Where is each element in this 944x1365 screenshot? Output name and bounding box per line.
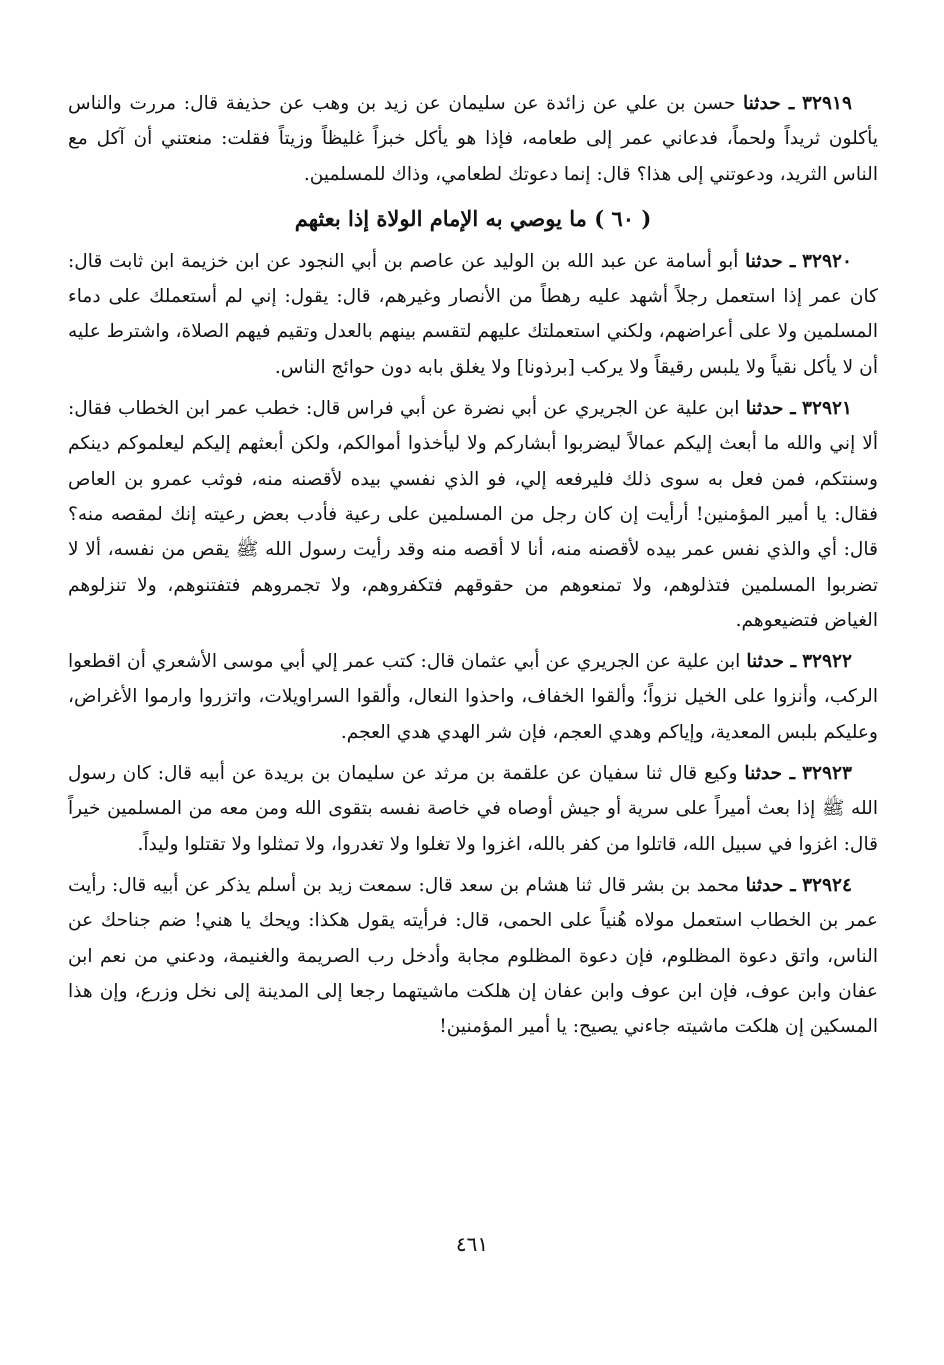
- hadith-paragraph-32920: [68, 244, 878, 385]
- hadith-text: أبو أسامة عن عبد الله بن الوليد عن عاصم بن أبي النجود عن ابن خزيمة ابن ثابت قال: كان عمر إذا استعمل رجلاً أشهد عليه رهطاً من الأنصار وغيرهم، قال: يقول: إني لم أستعملك على دماء المسلمين ولا على أعراضهم، ولكني استعملتك عليهم لتقسم بينهم بالعدل وتقيم فيهم الصلاة، واشترط عليه أن لا يأكل نقياً ولا يلبس رقيقاً ولا يركب [برذونا] ولا يغلق بابه دون حوائج الناس.: [68, 250, 878, 378]
- hadith-text: ابن علية عن الجريري عن أبي نضرة عن أبي فراس قال: خطب عمر ابن الخطاب فقال: ألا إني والله ما أبعث إليكم عمالاً ليضربوا أبشاركم ولا ليأخذوا أموالكم، ولكن أبعثهم إليكم ليعلموكم دينكم وسنتكم، فمن فعل به سوى ذلك فليرفعه إلي، فو الذي نفسي بيده لأقصنه منه، فوثب عمرو بن العاص فقال: يا أمير المؤمنين! أرأيت إن كان رجل من المسلمين على رعية فأدب بعض رعيته إنك لمقصه منه؟ قال: أي والذي نفس عمر بيده لأقصنه منه، أنا لا أقصه منه وقد رأيت رسول الله ﷺ يقص من نفسه، ألا لا تضربوا المسلمين فتذلوهم، ولا تمنعوهم من حقوقهم فتكفروهم، ولا تجمروهم فتفتنوهم، ولا تنزلوهم الغياض فتضيعوهم.: [68, 398, 878, 631]
- hadith-number: ٣٢٩١٩: [802, 93, 852, 114]
- hadith-paragraph-32923: [68, 756, 878, 862]
- chapter-heading: ( ٦٠ ) ما يوصي به الإمام الولاة إذا بعثهم: [294, 205, 652, 231]
- hadith-number: ٣٢٩٢٢: [802, 651, 852, 673]
- hadith-number: ٣٢٩٢١: [802, 398, 852, 420]
- hadith-intro: ـ حدثنا: [745, 874, 796, 896]
- hadith-number: ٣٢٩٢٠: [802, 250, 852, 272]
- hadith-text: حسن بن علي عن زائدة عن سليمان عن زيد بن وهب عن حذيفة قال: مررت والناس يأكلون ثريداً ولحماً، فدعاني عمر إلى طعامه، فإذا هو يأكل خبزاً غليظاً وزيتاً فقلت: منعتني أن آكل مع الناس الثريد، ودعوتني إلى هذا؟ قال: إنما دعوتك لطعامي، وذاك للمسلمين.: [68, 93, 878, 185]
- hadith-number: ٣٢٩٢٣: [802, 763, 852, 785]
- hadith-text: وكيع قال ثنا سفيان عن علقمة بن مرثد عن سليمان بن بريدة عن أبيه قال: كان رسول الله ﷺ إذا بعث أميراً على سرية أو جيش أوصاه في خاصة نفسه بتقوى الله ومن معه من المسلمين خيراً قال: اغزوا في سبيل الله، قاتلوا من كفر بالله، اغزوا ولا تغلوا ولا تغدروا، ولا تمثلوا ولا تقتلوا وليداً.: [68, 763, 878, 855]
- hadith-intro: ـ حدثنا: [746, 651, 797, 673]
- hadith-paragraph-32919: [68, 86, 878, 192]
- hadith-intro: ـ حدثنا: [745, 398, 796, 420]
- page-body: [68, 86, 878, 1050]
- hadith-paragraph-32924: [68, 868, 878, 1044]
- hadith-paragraph-32922: [68, 644, 878, 750]
- hadith-intro: ـ حدثنا: [744, 763, 796, 785]
- hadith-number: ٣٢٩٢٤: [802, 874, 852, 896]
- hadith-intro: ـ حدثنا: [745, 250, 796, 272]
- hadith-paragraph-32921: [68, 391, 878, 638]
- hadith-text: محمد بن بشر قال ثنا هشام بن سعد قال: سمعت زيد بن أسلم يذكر عن أبيه قال: رأيت عمر بن الخطاب استعمل مولاه هُنياً على الحمى، قال: فرأيته يقول هكذا: ويحك يا هني! ضم جناحك عن الناس، واتق دعوة المظلوم، فإن دعوة المظلوم مجابة وأدخل رب الصريمة والغنيمة، ودعني من نعم ابن عفان وابن عوف، فإن ابن عوف وابن عفان إن هلكت ماشيتهما رجعا إلى المدينة إلى نخل وزرع، وإن هذا المسكين إن هلكت ماشيته جاءني يصيح: يا أمير المؤمنين!: [68, 874, 878, 1038]
- page-number: ٤٦١: [455, 1232, 489, 1256]
- hadith-intro: ـ حدثنا: [743, 93, 795, 114]
- hadith-text: ابن علية عن الجريري عن أبي عثمان قال: كتب عمر إلي أبي موسى الأشعري أن اقطعوا الركب، وأنزوا على الخيل نزواً؛ وألقوا الخفاف، واحذوا النعال، وألقوا السراويلات، واتزروا وارموا الأغراض، وعليكم بلبس المعدية، وإياكم وهدي العجم، فإن شر الهدي هدي العجم.: [68, 651, 878, 743]
